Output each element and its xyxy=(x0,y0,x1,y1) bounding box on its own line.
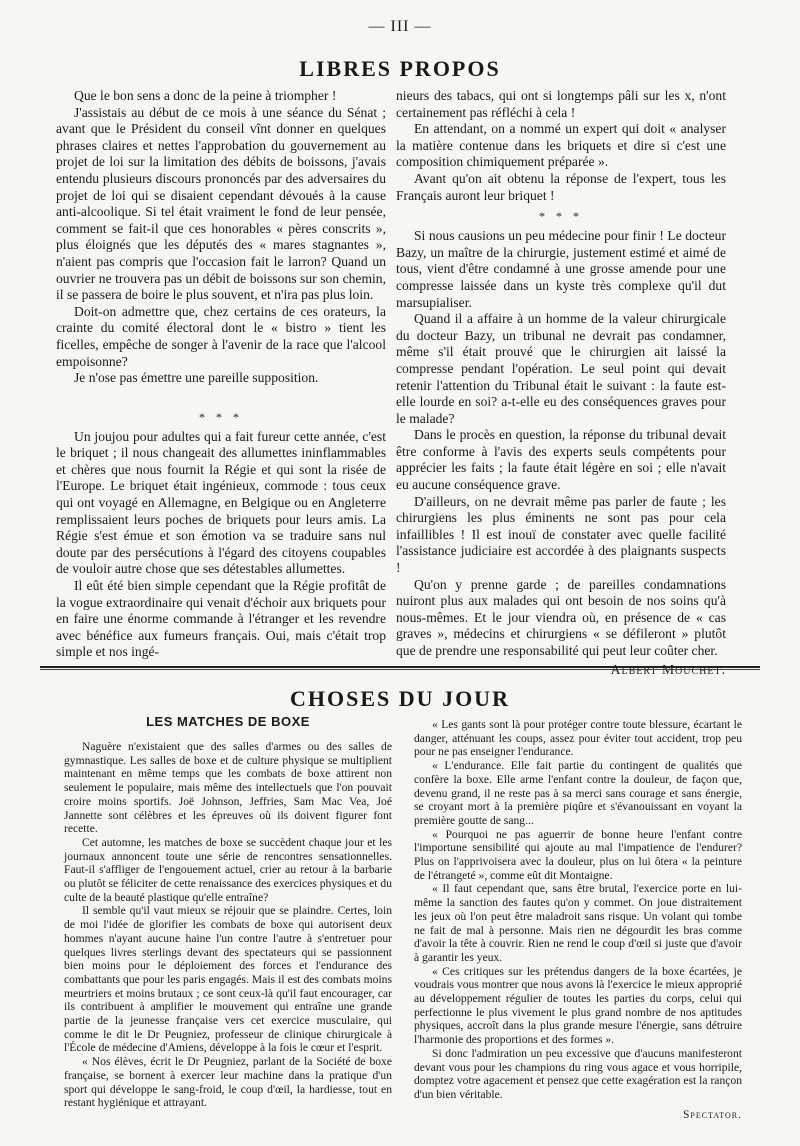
paragraph: D'ailleurs, on ne devrait même pas parler de faute ; les chirurgiens les plus éminents ne sont pas pour cela infaillibles ! Il est inouï de constater avec quelle facilité l'assistance judiciaire est accordée à des plaignants suspects ! xyxy=(396,493,726,576)
paragraph: nieurs des tabacs, qui ont si longtemps pâli sur les x, n'ont certainement pas réfléchi à cela ! xyxy=(396,88,726,120)
paragraph: Cet automne, les matches de boxe se succèdent chaque jour et les journaux annoncent toute une série de rencontres sensationnelles. Faut-il s'affliger de l'engouement actuel, crier au retour à la barbarie ou plutôt se féliciter de cette renaissance des exercices physiques et du culte de la beauté plastique qu'elle entraîne? xyxy=(64,835,392,904)
signature: Spectator. xyxy=(682,1107,742,1121)
paragraph: « Il faut cependant que, sans être brutal, l'exercice porte en lui-même la sanction des fautes qu'on y commet. On joue distraitement les jeux où l'on peut être maladroit sans risque. Un volant qui tombe ne fait de mal à personne. Mais rien ne dégourdit les bras comme d'avoir la tête à couvrir. Rien ne rend le coup d'œil si juste que d'avoir à garantir les yeux. xyxy=(414,882,742,964)
paragraph: « Les gants sont là pour protéger contre toute blessure, écartant le danger, atténuant les coups, assez pour éviter tout accident, trop peu pour ne pas enseigner l'endurance. xyxy=(414,718,742,759)
libres-propos-title: LIBRES PROPOS xyxy=(299,56,501,81)
choses-left-column xyxy=(64,740,392,1110)
paragraph: Avant qu'on ait obtenu la réponse de l'expert, tous les Français auront leur briquet ! xyxy=(396,170,726,203)
paragraph: Dans le procès en question, la réponse du tribunal devait être conforme à l'avis des experts seuls compétents pour apprécier les faits ; la faute était légère en soi ; elle n'avait eu aucune conséquence grave. xyxy=(396,427,726,493)
paragraph: « Pourquoi ne pas aguerrir de bonne heure l'enfant contre l'importune sensibilité qui ajoute au mal l'impatience de l'endurer? Plus on l'apprivoisera avec la douleur, plus on lui ôtera « la peinture de l'étrangeté », comme eût dit Montaigne. xyxy=(414,827,742,882)
paragraph: Je n'ose pas émettre une pareille supposition. xyxy=(74,370,319,386)
paragraph: En attendant, on a nommé un expert qui doit « analyser la matière contenue dans les briquets et dire si c'est une composition chimiquement préparée ». xyxy=(396,121,726,170)
paragraph: « Nos élèves, écrit le Dr Peugniez, parlant de la Société de boxe française, se bornent à exercer leur machine dans la pratique d'un sport qui développe le sang-froid, le coup d'œil, la hardiesse, tout en restant hygiénique et attrayant. xyxy=(64,1055,392,1110)
signature: Albert Mouchet. xyxy=(610,661,726,677)
paragraph: « L'endurance. Elle fait partie du contingent de qualités que confère la boxe. Elle arme l'enfant contre la douleur, de façon que, devenu grand, il ne reste pas à sa merci sans courage et sans énergie, se croyant mort à la première piqûre et s'évanouissant en voyant la première goutte de sang... xyxy=(414,759,742,827)
section-separator: * * * xyxy=(199,409,243,424)
paragraph: Quand il a affaire à un homme de la valeur chirurgicale du docteur Bazy, un tribunal ne devrait pas condamner, même s'il était prouvé que le chirurgien ait laissé la compresse pendant l'opération. Le seul point qui devait retenir l'attention du Tribunal était le suivant : la faute est-elle lourde en soi? a-t-elle eu des conséquences graves pour le malade? xyxy=(396,311,726,426)
paragraph: Que le bon sens a donc de la peine à triompher ! xyxy=(74,88,337,103)
section-divider xyxy=(40,666,760,668)
paragraph: « Ces critiques sur les prétendus dangers de la boxe écartées, je voudrais vous montrer que nous avons là l'exercice le mieux approprié au développement régulier de toutes les parties du corps, celui qui perfectionne le plus vivement le plus grand nombre de nos aptitudes physiques, accroît dans la plus grande mesure l'énergie, sans détruire l'harmonie des proportions et des formes ». xyxy=(414,964,742,1047)
section-divider-thin xyxy=(40,669,760,670)
paragraph: Doit-on admettre que, chez certains de ces orateurs, la crainte du comité électoral dont le « bistro » tient les ficelles, empêche de songer à l'avenir de la race que l'alcool empoisonne? xyxy=(56,303,386,369)
choses-du-jour-title: CHOSES DU JOUR xyxy=(290,686,510,711)
paragraph: Qu'on y prenne garde ; de pareilles condamnations nuiront plus aux malades qui ont besoin de nos soins qu'à nous-mêmes. Et le jour viendra où, en présence de « cas graves », médecins et chirurgiens « se défileront » plutôt que de prendre une responsabilité qui peut leur coûter cher. xyxy=(396,576,726,658)
libres-left-column xyxy=(56,88,386,661)
page-number: — III — xyxy=(368,18,432,35)
choses-right-column xyxy=(414,718,742,1121)
paragraph: Un joujou pour adultes qui a fait fureur cette année, c'est le briquet ; il nous changeait des allumettes ininflammables et chères que nous fournit la Régie et qui sont la risée de l'Europe. Le briquet était ingénieux, commode : tous ceux qui ont voyagé en Allemagne, en Belgique ou en Angleterre remplissaient leurs poches de briquets pour leurs amis. La Régie s'est émue et son émotion va se traduire sans nul doute par des persécutions à l'égard des citoyens coupables de vouloir autre chose que ses détestables allumettes. xyxy=(56,428,386,577)
paragraph: J'assistais au début de ce mois à une séance du Sénat ; avant que le Président du conseil vînt donner en quelques phrases claires et nettes l'approbation du gouvernement au projet de loi sur la limitation des débits de boissons, j'avais entendu plusieurs discours prononcés par des adversaires du projet de loi qui se disaient cependant dévoués à la cause anti-alcoolique. Si tel était vraiment le fond de leur pensée, comment se fait-il que ces honorables « pères conscrits », plus éloignés que les députés des « mares stagnantes », n'aient pas compris que l'occasion fait le larron? Quand un ouvrier ne trouvera pas un débit de boissons sur son chemin, il se passera de boire le plus souvent, et n'ira pas plus loin. xyxy=(56,104,386,303)
paragraph: Naguère n'existaient que des salles d'armes ou des salles de gymnastique. Les salles de boxe et de culture physique se multiplient maintenant en même temps que les combats de boxe attirent non seulement le populaire, mais même des intellectuels que l'on pouvait croire moins sportifs. Joë Johnson, Jeffries, Sam Mac Vea, Joé Jannette sont célèbres et les épreuves où ils doivent figurer font recette. xyxy=(64,740,392,836)
libres-right-column xyxy=(396,88,726,678)
paragraph: Il eût été bien simple cependant que la Régie profitât de la vogue extraordinaire qui venait d'échoir aux briquets pour en faire une énorme commande à l'étranger et les revendre avec bénéfice aux fumeurs français. Oui, mais c'était trop simple et nos ingé- xyxy=(56,578,386,660)
section-separator: * * * xyxy=(539,209,583,224)
paragraph: Il semble qu'il vaut mieux se réjouir que se plaindre. Certes, loin de moi l'idée de glorifier les combats de boxe qui autorisent deux hommes n'ayant aucune haine l'un contre l'autre à s'entretuer pour quelques livres sterlings devant des spectateurs qui se passionnent bien moins pour le déploiement des forces et l'endurance des combattants que pour les paris engagés. Mais il est des combats moins meurtriers et moins brutaux ; ce sont ceux-là qu'il faut encourager, car ils contribuent à amplifier le mouvement qui entraîne une grande partie de la jeunesse française vers cet exercice musculaire, qui comme le dit le Dr Peugniez, professeur de clinique chirurgicale à l'École de médecine d'Amiens, développe à la fois le cœur et l'esprit. xyxy=(64,904,392,1055)
article-subtitle: LES MATCHES DE BOXE xyxy=(146,714,310,729)
paragraph: Si donc l'admiration un peu excessive que d'aucuns manifesteront devant vous pour les champions du ring vous agace et vous horripile, domptez votre agacement et pensez que cette exagération est la rançon d'un bien véritable. xyxy=(414,1046,742,1101)
paragraph: Si nous causions un peu médecine pour finir ! Le docteur Bazy, un maître de la chirurgie, justement estimé et aimé de tous, vient d'être condamné à une grosse amende pour une compresse laissée dans un kyste très complexe qu'il dut marsupialiser. xyxy=(396,228,726,310)
